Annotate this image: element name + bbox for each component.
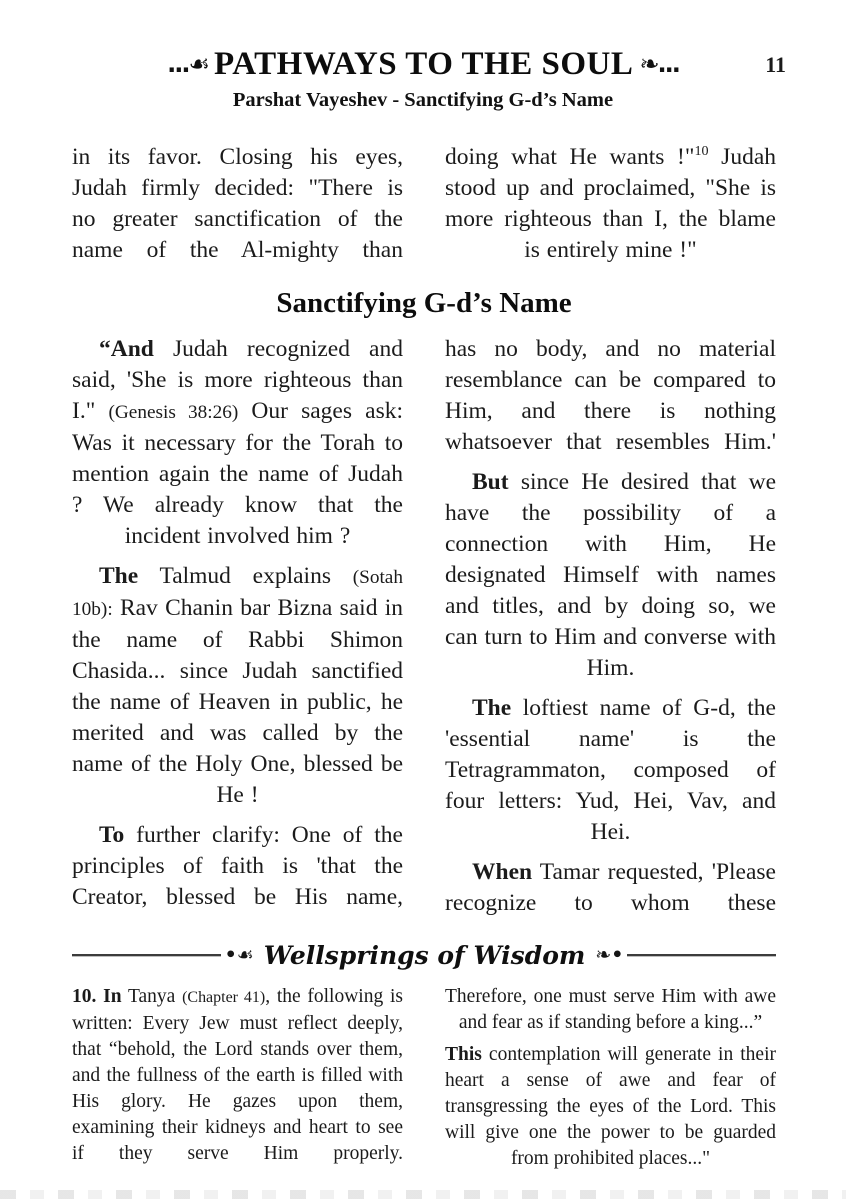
paragraph-loftiest-name: The loftiest name of G-d, the 'essential name' is the Tetragrammaton, composed of four letters: Yud, Hei, Vav, and Hei.	[445, 695, 776, 845]
section-heading: Sanctifying G-d’s Name	[276, 287, 572, 319]
right-column	[445, 334, 776, 928]
title-row	[0, 46, 846, 83]
intro-left-paragraph: in its favor. Closing his eyes, Judah firmly decided: "There is no greater sanctification of the name of the Al-mighty than	[72, 144, 403, 263]
intro-columns	[72, 142, 776, 275]
left-column	[72, 334, 403, 928]
book-title: PATHWAYS TO THE SOUL	[214, 46, 634, 82]
footnote-right-column	[445, 984, 776, 1178]
footnote-10-tanya: 10. In Tanya (Chapter 41), the following is written: Every Jew must reflect deeply, that “behold, the Lord stands over them, and the fullness of the earth is filled with His glory. He gazes upon them, examining their kidneys and heart to see if they serve Him properly.	[72, 986, 403, 1164]
flourish-left-icon: ...☙	[167, 50, 209, 78]
divider-flourish-right-icon: ❧•	[595, 944, 624, 966]
footnote-left-column	[72, 984, 403, 1178]
footnote-divider	[72, 938, 776, 972]
body-columns	[72, 334, 776, 928]
paragraph-talmud: The Talmud explains (Sotah 10b): Rav Chanin bar Bizna said in the name of Rabbi Shimon Chasida... since Judah sanctified the name of Heaven in public, he merited and was called by the name of the Holy One, blessed be He !	[72, 563, 403, 808]
page-body	[0, 112, 846, 928]
page-number: 11	[765, 52, 786, 77]
page-subtitle: Parshat Vayeshev - Sanctifying G-d’s Name	[232, 89, 614, 111]
paragraph-to-clarify: To further clarify: One of the principles of faith is 'that the Creator, blessed be His name,	[72, 822, 403, 910]
paragraph-no-body: has no body, and no material resemblance can be compared to Him, and there is nothing whatsoever that resembles Him.'	[445, 336, 776, 455]
page-header	[0, 0, 846, 112]
footnote-section	[0, 938, 846, 1178]
divider-flourish-left-icon: •☙	[224, 944, 254, 966]
paragraph-and-judah: “And Judah recognized and said, 'She is more righteous than I." (Genesis 38:26) Our sages ask: Was it necessary for the Torah to mention again the name of Judah ? We already know that the incident involved him ?	[72, 336, 404, 549]
footnote-this-contemplation: This contemplation will generate in their heart a sense of awe and fear of transgressing the eyes of the Lord. This will give one the power to be guarded from prohibited places..."	[445, 1044, 776, 1169]
paragraph-but-since: But since He desired that we have the possibility of a connection with Him, He designated Himself with names and titles, and by doing so, we can turn to Him and converse with Him.	[445, 469, 776, 681]
flourish-right-icon: ❧...	[639, 50, 679, 78]
wellsprings-of-wisdom-title: Wellsprings of Wisdom	[263, 940, 586, 970]
footnote-columns	[0, 980, 846, 1178]
divider-rule-left	[72, 954, 221, 956]
footnote-therefore: Therefore, one must serve Him with awe and fear as if standing before a king...”	[445, 986, 776, 1033]
scan-noise-strip	[0, 1190, 846, 1199]
paragraph-when-tamar: When Tamar requested, 'Please recognize to whom these	[445, 859, 776, 916]
intro-right-paragraph: doing what He wants !"$^{10}$ Judah stood up and proclaimed, "She is more righteous than I, the blame is entirely mine !"	[445, 143, 777, 263]
divider-rule-right	[627, 954, 776, 956]
